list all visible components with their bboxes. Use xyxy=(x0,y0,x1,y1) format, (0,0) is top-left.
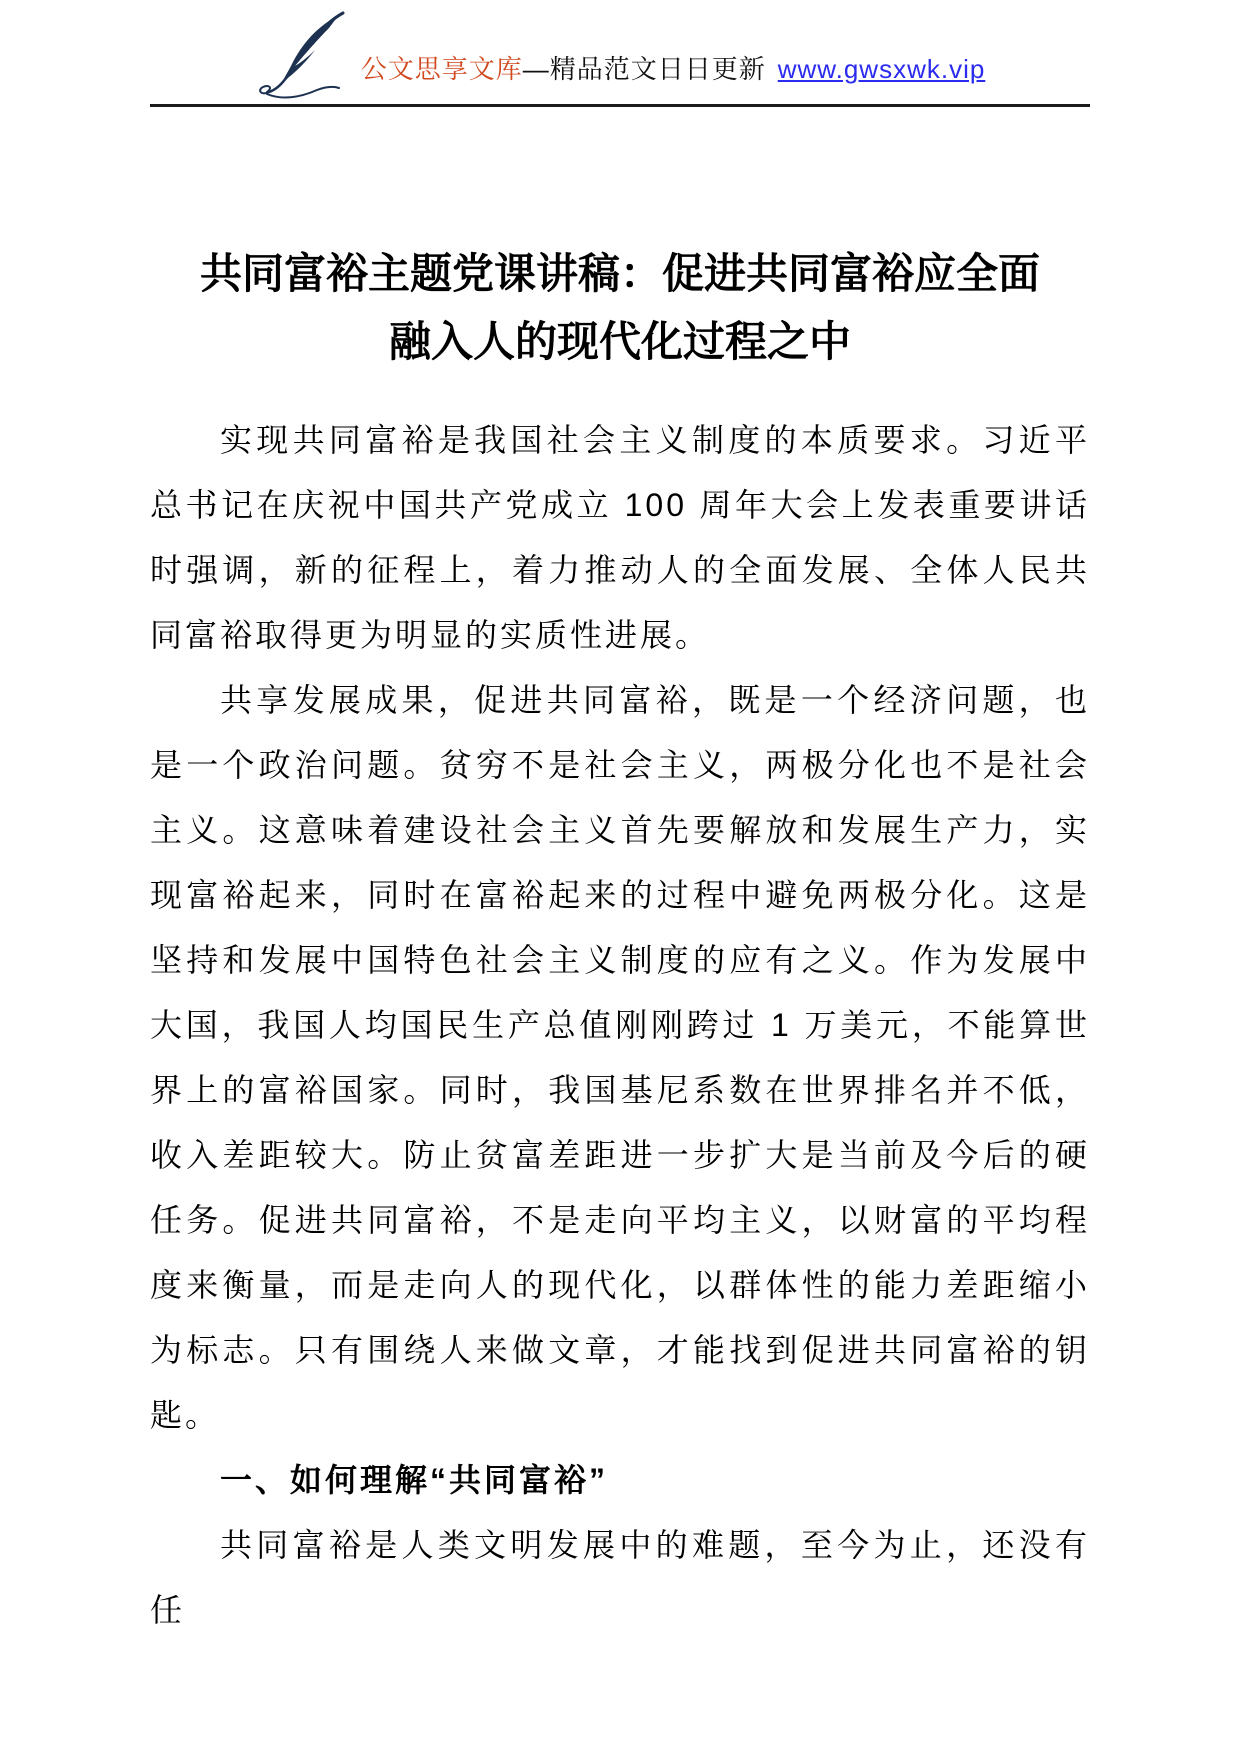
document-body xyxy=(150,408,1090,1643)
header-text xyxy=(361,54,986,84)
quill-pen-icon xyxy=(255,10,347,100)
title-line-1: 共同富裕主题党课讲稿：促进共同富裕应全面 xyxy=(199,250,1040,297)
header-tagline: —精品范文日日更新 xyxy=(522,54,766,84)
paragraph-3: 共同富裕是人类文明发展中的难题，至今为止，还没有任 xyxy=(150,1527,1090,1628)
paragraph-1: 实现共同富裕是我国社会主义制度的本质要求。习近平总书记在庆祝中国共产党成立 100 周年大会上发表重要讲话时强调，新的征程上，着力推动人的全面发展、全体人民共同富裕取得更为明显的实质性进展。 xyxy=(150,422,1090,653)
document-header xyxy=(0,10,1240,100)
section-heading-1: 一、如何理解“共同富裕” xyxy=(220,1462,609,1498)
paragraph-2: 共享发展成果，促进共同富裕，既是一个经济问题，也是一个政治问题。贫穷不是社会主义，两极分化也不是社会主义。这意味着建设社会主义首先要解放和发展生产力，实现富裕起来，同时在富裕起来的过程中避免两极分化。这是坚持和发展中国特色社会主义制度的应有之义。作为发展中大国，我国人均国民生产总值刚刚跨过 1 万美元，不能算世界上的富裕国家。同时，我国基尼系数在世界排名并不低，收入差距较大。防止贫富差距进一步扩大是当前及今后的硬任务。促进共同富裕，不是走向平均主义，以财富的平均程度来衡量，而是走向人的现代化，以群体性的能力差距缩小为标志。只有围绕人来做文章，才能找到促进共同富裕的钥匙。 xyxy=(150,682,1090,1433)
document-title xyxy=(145,240,1095,376)
header-divider xyxy=(150,104,1090,107)
site-link[interactable]: www.gwsxwk.vip xyxy=(777,54,986,84)
brand-name: 公文思享文库 xyxy=(360,54,523,84)
title-line-2: 融入人的现代化过程之中 xyxy=(388,318,851,365)
